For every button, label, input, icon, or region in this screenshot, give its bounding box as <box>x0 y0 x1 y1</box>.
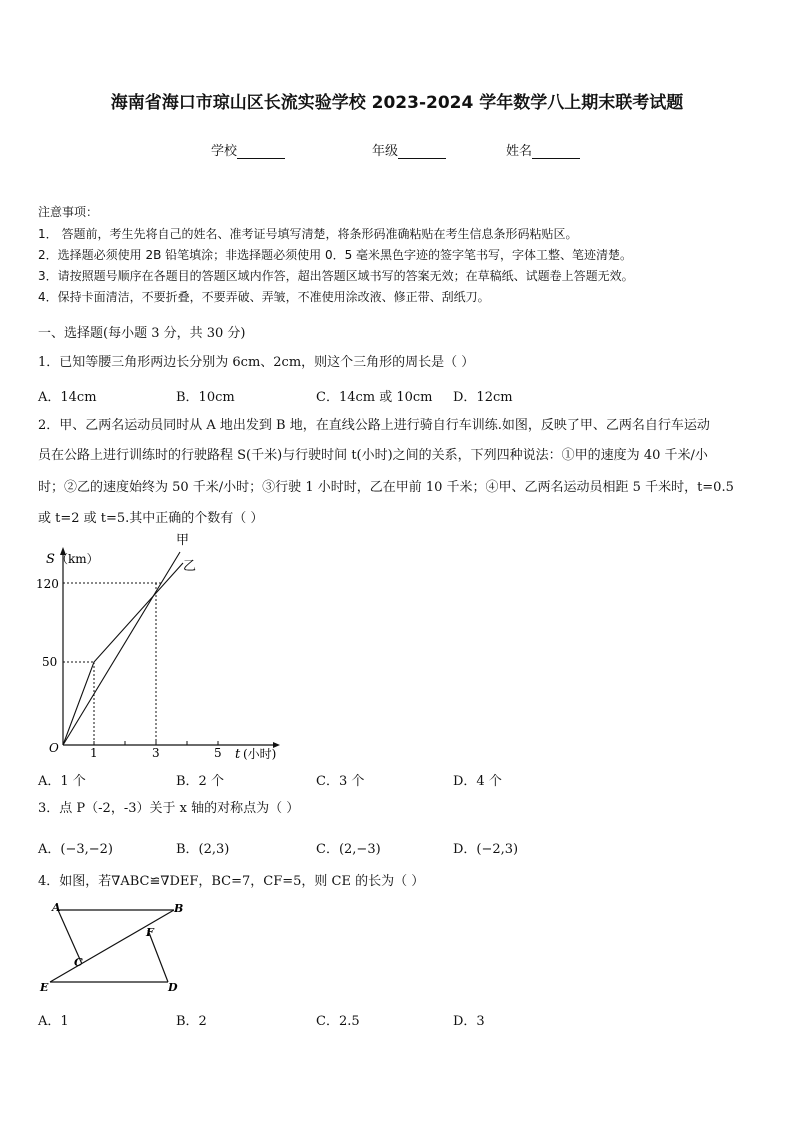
q3-option-b: B．(2,3) <box>176 842 230 857</box>
q2-option-c: C．3 个 <box>316 774 365 789</box>
grade-blank <box>398 146 446 159</box>
q3-option-a: A．(−3,−2) <box>38 842 113 857</box>
notice-heading: 注意事项： <box>38 205 99 219</box>
section-heading: 一、选择题(每小题 3 分，共 30 分) <box>38 326 246 341</box>
x-axis-label: t <box>235 747 241 762</box>
y-axis-unit: （km） <box>56 552 99 566</box>
q2-option-b: B．2 个 <box>176 774 224 789</box>
q4-option-b: B．2 <box>176 1014 207 1029</box>
name-blank <box>532 146 580 159</box>
q3-option-c: C．(2,−3) <box>316 842 381 857</box>
q2-option-d: D．4 个 <box>453 774 502 789</box>
question-2-line: 员在公路上进行训练时的行驶路程 S(千米)与行驶时间 t(小时)之间的关系，下列四种说法：①甲的速度为 40 千米/小 <box>38 448 708 463</box>
x-tick-3: 3 <box>152 746 160 760</box>
notice-item: 3．请按照题号顺序在各题目的答题区域内作答，超出答题区域书写的答案无效；在草稿纸、试题卷上答题无效。 <box>38 269 634 283</box>
notice-item: 1． 答题前，考生先将自己的姓名、准考证号填写清楚，将条形码准确粘贴在考生信息条形码粘贴区。 <box>38 227 578 241</box>
q3-option-d: D．(−2,3) <box>453 842 519 857</box>
question-2-line: 或 t=2 或 t=5.其中正确的个数有（ ） <box>38 511 264 526</box>
x-axis-unit: (小时) <box>243 747 277 761</box>
vertex-b: B <box>174 902 184 915</box>
y-axis-label: S <box>46 552 55 567</box>
question-2-line: 2．甲、乙两名运动员同时从 A 地出发到 B 地，在直线公路上进行骑自行车训练.如图，反映了甲、乙两名自行车运动 <box>38 418 710 433</box>
line-jia <box>63 552 180 745</box>
grade-label: 年级 <box>372 144 399 159</box>
x-tick-5: 5 <box>214 746 222 760</box>
y-tick-120: 120 <box>36 577 59 591</box>
notice-item: 2．选择题必须使用 2B 铅笔填涂；非选择题必须使用 0．5 毫米黑色字迹的签字笔书写，字体工整、笔迹清楚。 <box>38 248 633 262</box>
label-jia: 甲 <box>176 533 190 548</box>
line-yi <box>63 563 183 745</box>
q2-option-a: A．1 个 <box>38 774 86 789</box>
vertex-f: F <box>146 926 154 939</box>
vertex-a: A <box>52 901 61 914</box>
q4-option-d: D．3 <box>453 1014 485 1029</box>
grade-field <box>372 140 446 159</box>
question-3-stem: 3．点 P（-2，-3）关于 x 轴的对称点为（ ） <box>38 801 300 816</box>
label-yi: 乙 <box>183 559 197 574</box>
school-blank <box>237 146 285 159</box>
question-2-line: 时；②乙的速度始终为 50 千米/小时；③行驶 1 小时时，乙在甲前 10 千米；④甲、乙两名运动员相距 5 千米时，t=0.5 <box>38 480 734 495</box>
origin-label: O <box>49 741 59 755</box>
page-title: 海南省海口市琼山区长流实验学校 2023-2024 学年数学八上期末联考试题 <box>110 93 684 113</box>
q1-option-c: C．14cm 或 10cm <box>316 390 433 405</box>
q1-option-d: D．12cm <box>453 390 513 405</box>
school-label: 学校 <box>211 144 238 159</box>
y-tick-50: 50 <box>42 655 58 669</box>
vertex-c: C <box>74 956 83 969</box>
triangle-figure <box>36 898 196 1002</box>
q4-option-a: A．1 <box>38 1014 69 1029</box>
question-4-stem: 4．如图，若∇ABC≌∇DEF，BC=7，CF=5，则 CE 的长为（ ） <box>38 874 425 889</box>
name-label: 姓名 <box>506 144 533 159</box>
notice-item: 4．保持卡面清洁，不要折叠，不要弄破、弄皱，不准使用涂改液、修正带、刮纸刀。 <box>38 290 490 304</box>
q1-option-b: B．10cm <box>176 390 235 405</box>
vertex-d: D <box>168 981 178 994</box>
distance-time-graph <box>30 530 300 769</box>
x-tick-1: 1 <box>90 746 98 760</box>
q1-option-a: A．14cm <box>38 390 97 405</box>
q4-option-c: C．2.5 <box>316 1014 360 1029</box>
school-field <box>211 140 285 159</box>
question-1-stem: 1．已知等腰三角形两边长分别为 6cm、2cm，则这个三角形的周长是（ ） <box>38 355 475 370</box>
vertex-e: E <box>40 981 49 994</box>
name-field <box>506 140 580 159</box>
